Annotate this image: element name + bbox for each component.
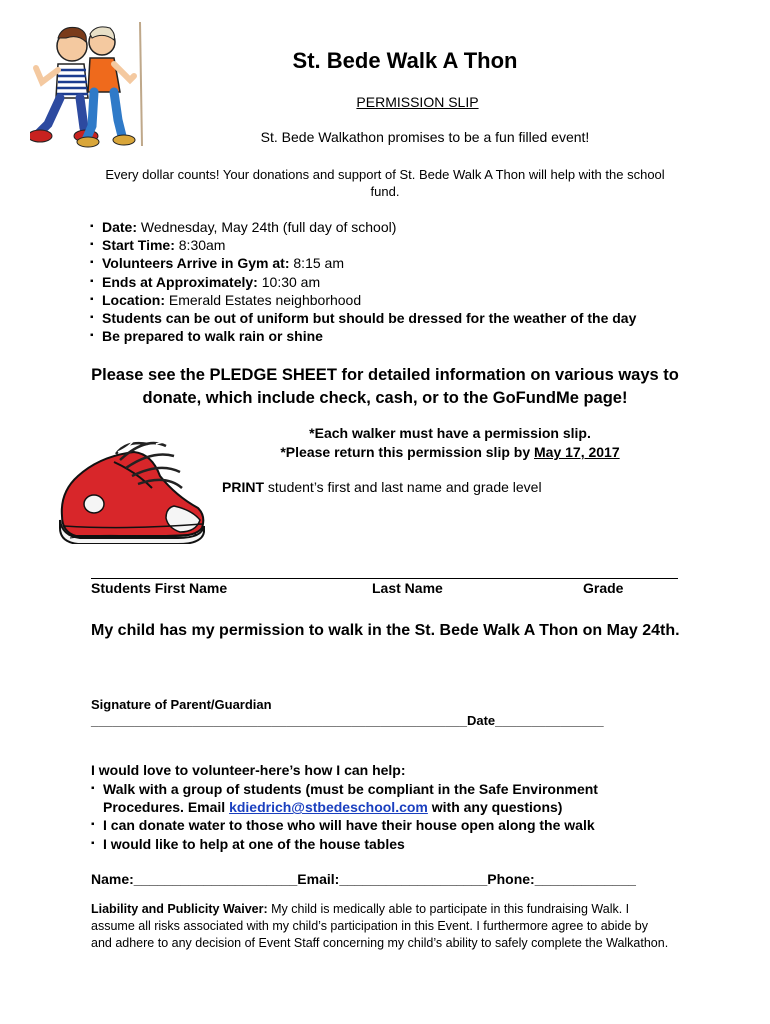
grade-column-label: Grade (583, 580, 624, 596)
print-instructions: PRINT student’s first and last name and grade level (222, 479, 542, 495)
signature-label: Signature of Parent/Guardian (91, 697, 272, 712)
bullet-icon: ▪ (90, 293, 94, 305)
waiver-label: Liability and Publicity Waiver: (91, 902, 268, 916)
volunteer-option-walk: ▪ Walk with a group of students (must be compliant in the Safe Environment (91, 781, 598, 797)
detail-uniform: ▪ Students can be out of uniform but should be dressed for the weather of the day (90, 309, 637, 326)
volunteer-email-link[interactable]: kdiedrich@stbedeschool.com (229, 799, 428, 816)
volunteer-option-water: ▪ I can donate water to those who will have their house open along the walk (91, 817, 595, 834)
page-title: St. Bede Walk A Thon (292, 48, 518, 73)
event-details-list (90, 218, 636, 345)
each-walker-note: *Each walker must have a permission slip. (309, 425, 591, 441)
volunteer-option-tables: ▪ I would like to help at one of the house tables (91, 835, 405, 852)
return-note: *Please return this permission slip by May 17, 2017 (280, 444, 620, 460)
bullet-icon: ▪ (90, 257, 94, 269)
bullet-icon: ▪ (91, 837, 95, 849)
bullet-icon: ▪ (91, 783, 95, 794)
return-date: May 17, 2017 (534, 444, 620, 460)
bullet-icon: ▪ (90, 275, 94, 287)
detail-rain-or-shine: ▪ Be prepared to walk rain or shine (90, 328, 323, 345)
sneaker-illustration (56, 432, 208, 544)
last-name-column-label: Last Name (372, 580, 443, 596)
volunteer-heading: I would love to volunteer-here’s how I can help: (91, 762, 406, 778)
liability-waiver (91, 901, 671, 952)
contact-fields-line[interactable]: Name:_____________________Email:___________________Phone:_____________ (91, 871, 636, 887)
bullet-icon: ▪ (90, 239, 94, 251)
bullet-icon: ▪ (90, 311, 94, 323)
volunteer-options-list (91, 780, 598, 853)
student-info-line[interactable] (91, 578, 678, 579)
pledge-sheet-notice: Please see the PLEDGE SHEET for detailed information on various ways to donate, which include check, cash, or to the GoFundMe page! (91, 366, 679, 407)
bullet-icon: ▪ (90, 330, 94, 342)
first-name-column-label: Students First Name (91, 580, 228, 596)
volunteer-option-walk-cont: Procedures. Email kdiedrich@stbedeschool.com with any questions) (103, 799, 563, 816)
detail-location: ▪ Location: Emerald Estates neighborhood (90, 291, 362, 308)
walkers-illustration (30, 20, 150, 148)
detail-ends: ▪ Ends at Approximately: 10:30 am (90, 273, 321, 290)
permission-statement: My child has my permission to walk in the St. Bede Walk A Thon on May 24th. (91, 622, 680, 639)
promise-text: St. Bede Walkathon promises to be a fun filled event! (260, 129, 590, 145)
bullet-icon: ▪ (90, 221, 94, 232)
waiver-text: My child is medically able to participate in this fundraising Walk. I assume all risks associated with my child’s participation in this Event. I furthermore agree to abide by and adhere to any decision of Event Staff concerning my child’s ability to safely complete the Walkathon. (91, 902, 669, 950)
permission-slip-heading: PERMISSION SLIP (356, 94, 479, 110)
signature-date-line[interactable]: ____________________________________________________Date_______________ (91, 713, 604, 728)
detail-date: ▪ Date: Wednesday, May 24th (full day of school) (90, 219, 397, 235)
detail-volunteers-arrive: ▪ Volunteers Arrive in Gym at: 8:15 am (90, 255, 344, 272)
bullet-icon: ▪ (91, 819, 95, 831)
walker-requirements (230, 424, 670, 462)
donations-text: Every dollar counts! Your donations and support of St. Bede Walk A Thon will help with the school fund. (105, 167, 665, 199)
detail-start-time: ▪ Start Time: 8:30am (90, 237, 226, 254)
